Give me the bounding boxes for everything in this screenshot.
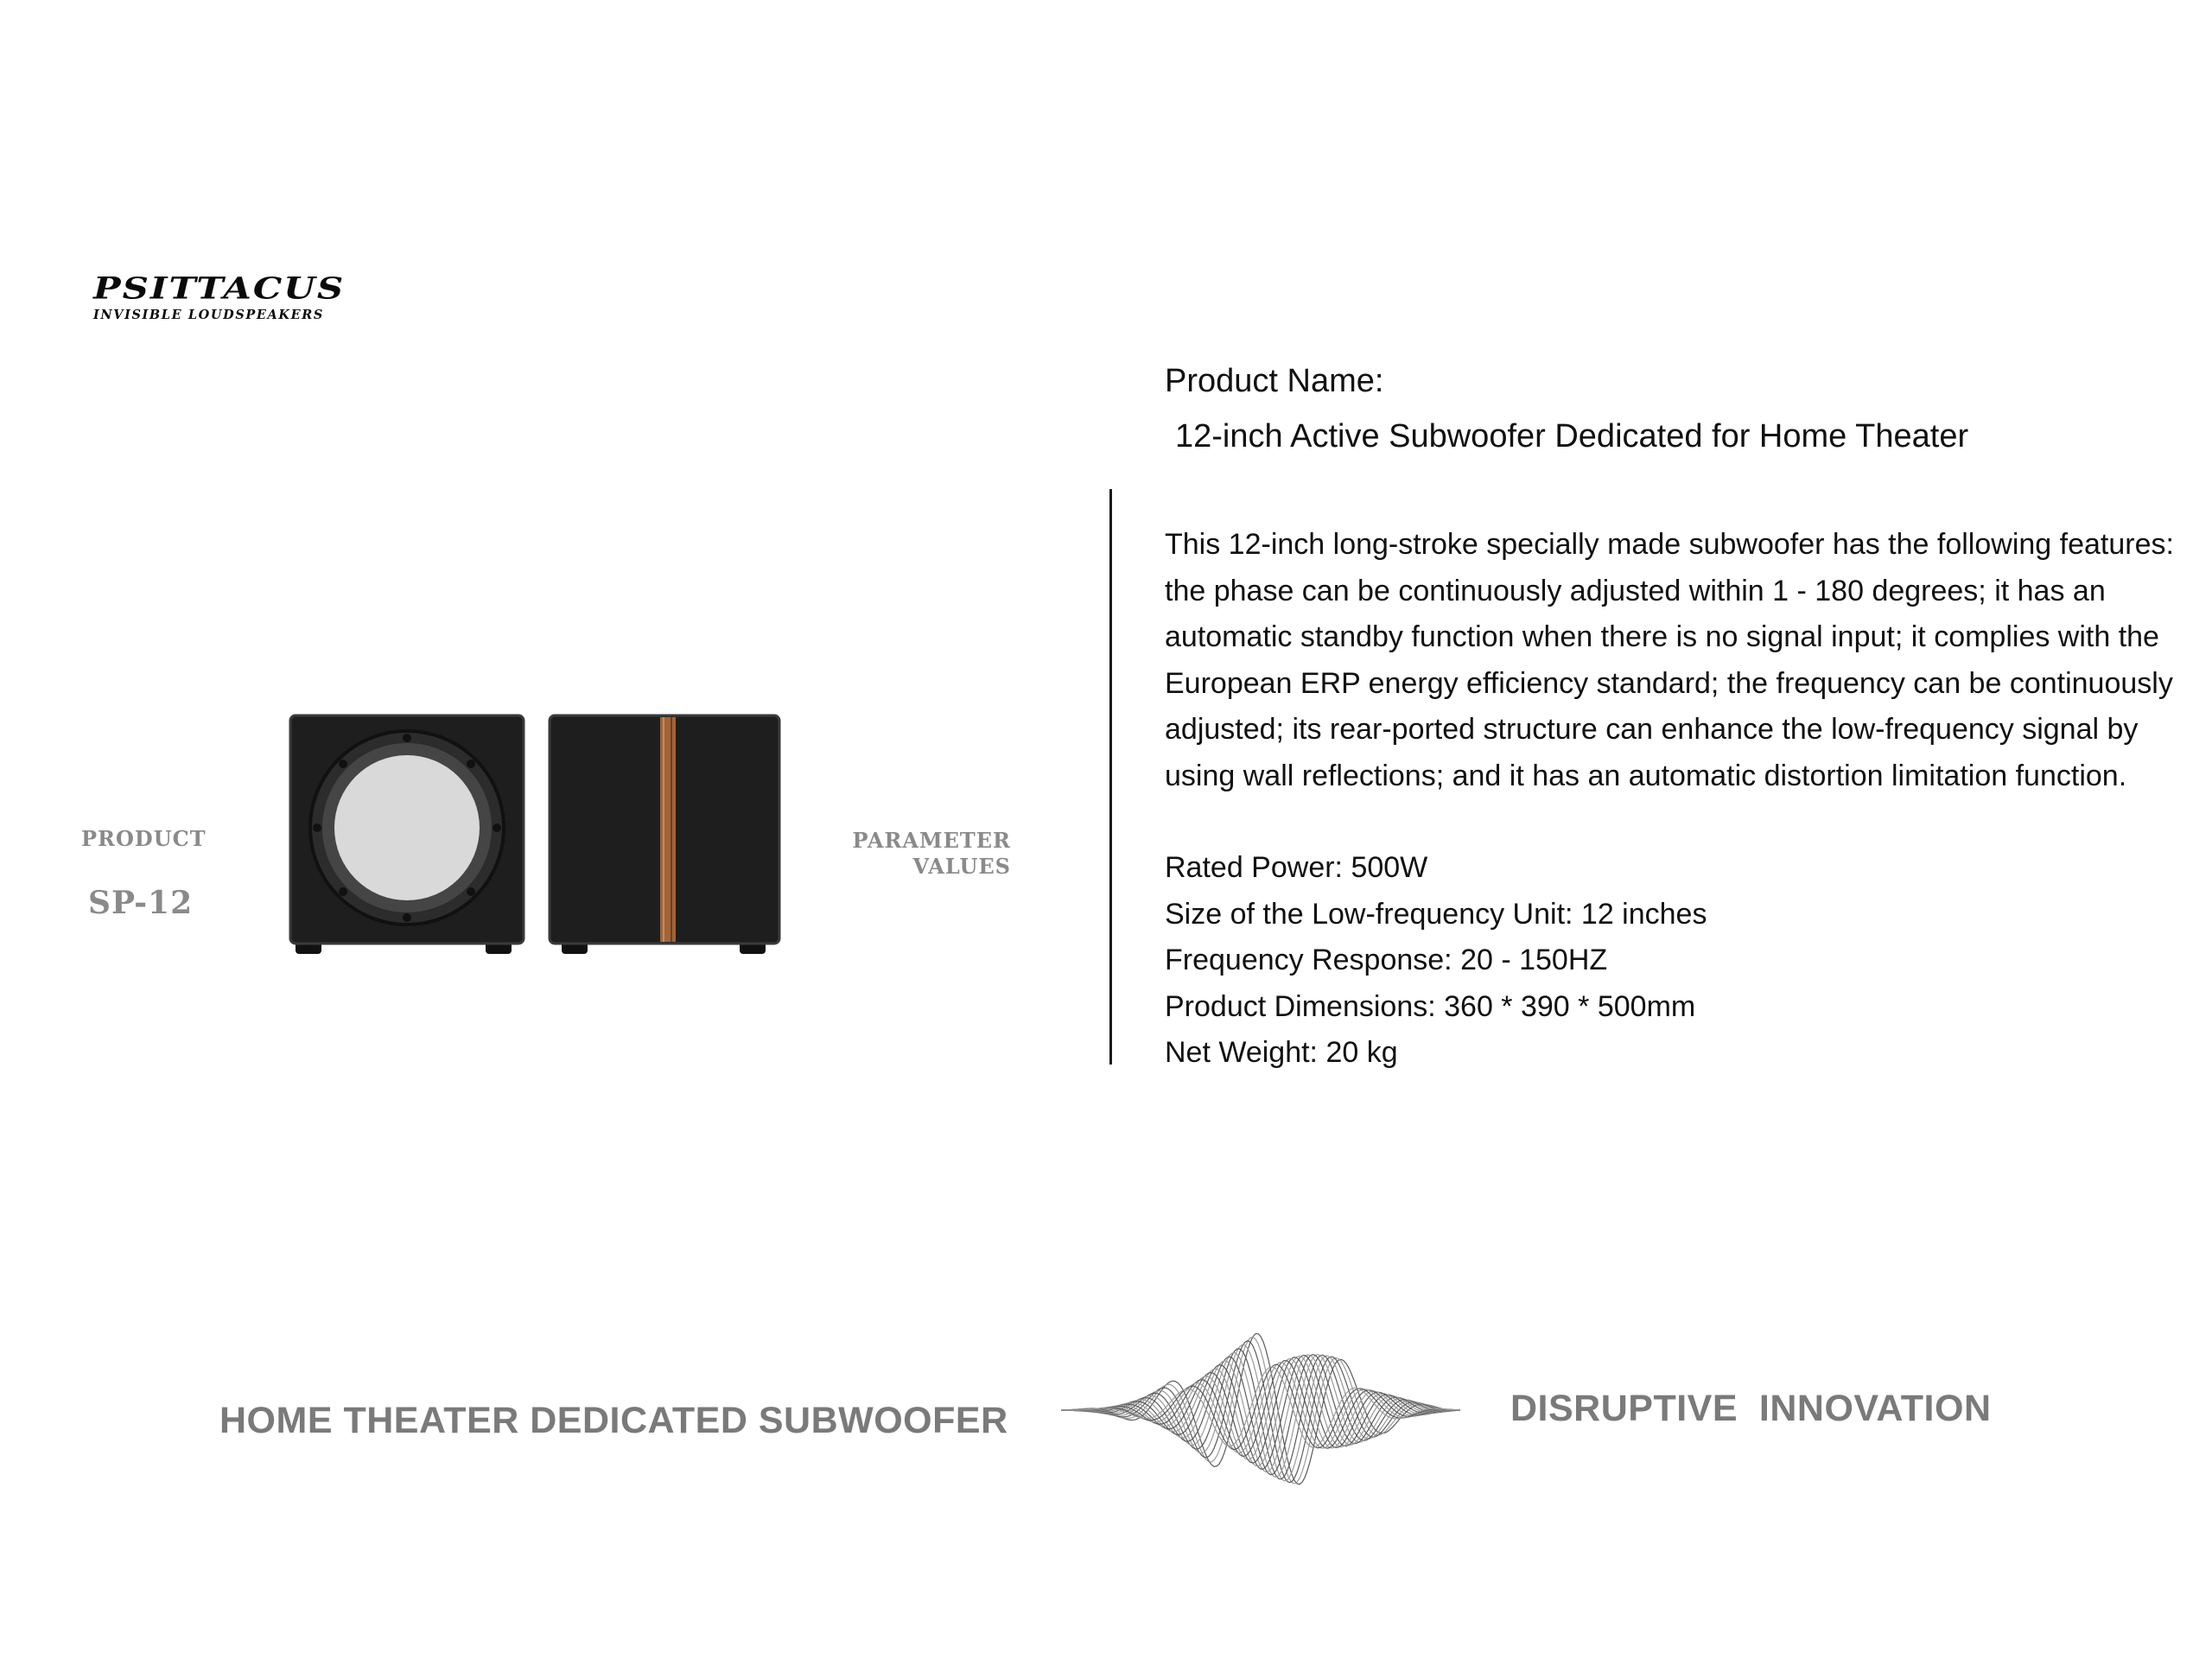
subwoofer-side-image	[548, 714, 783, 968]
spec-list	[1165, 845, 1707, 1077]
brand-name: PSITTACUS	[93, 270, 346, 306]
parameter-label-line1: PARAMETER	[852, 828, 1011, 853]
parameter-values-label	[830, 828, 1011, 880]
spec-net-weight: Net Weight: 20 kg	[1165, 1036, 1398, 1069]
spec-rated-power: Rated Power: 500W	[1165, 851, 1428, 884]
spec-frequency-response: Frequency Response: 20 - 150HZ	[1165, 944, 1608, 976]
vertical-divider	[1109, 489, 1112, 1065]
product-name-value: 12-inch Active Subwoofer Dedicated for Home Theater	[1175, 418, 1969, 454]
product-name-heading: Product Name:	[1165, 363, 1384, 399]
banner-left-text: HOME THEATER DEDICATED SUBWOOFER	[219, 1400, 1008, 1441]
description-line: the phase can be continuously adjusted within 1 - 180 degrees; it has an	[1165, 574, 2106, 607]
parameter-label-line2: VALUES	[912, 854, 1011, 879]
description-line: automatic standby function when there is no signal input; it complies with the	[1165, 620, 2159, 653]
brand-tagline: INVISIBLE LOUDSPEAKERS	[93, 308, 324, 322]
product-label: PRODUCT	[81, 826, 207, 851]
description-line: adjusted; its rear-ported structure can enhance the low-frequency signal by	[1165, 713, 2139, 746]
product-description	[1165, 522, 2202, 799]
banner-right-text: DISRUPTIVE INNOVATION	[1510, 1388, 1992, 1429]
description-line: This 12-inch long-stroke specially made subwoofer has the following features:	[1165, 528, 2174, 561]
model-label: SP-12	[88, 885, 194, 921]
subwoofer-front-image	[289, 714, 527, 968]
description-line: using wall reflections; and it has an automatic distortion limitation function.	[1165, 759, 2127, 792]
sound-wave-graphic	[1061, 1313, 1460, 1495]
description-line: European ERP energy efficiency standard; the frequency can be continuously	[1165, 666, 2173, 700]
spec-dimensions: Product Dimensions: 360 * 390 * 500mm	[1165, 989, 1696, 1023]
spec-unit-size: Size of the Low-frequency Unit: 12 inches	[1165, 897, 1707, 931]
brand-logo	[93, 270, 387, 323]
